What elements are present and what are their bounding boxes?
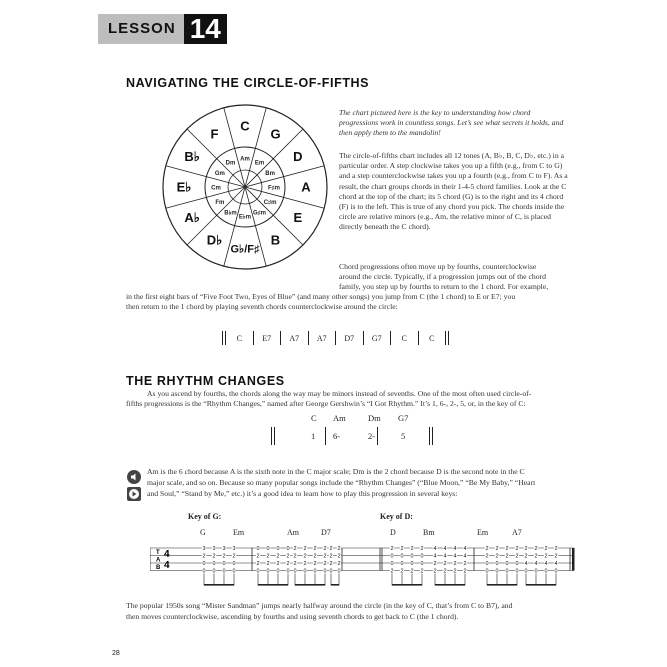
tab-fret-number: 3 (212, 546, 216, 553)
tab-fret-number: 2 (303, 553, 307, 560)
chord-cell: D7 (344, 333, 355, 343)
speaker-icon (127, 470, 141, 484)
tab-fret-number: 2 (303, 561, 307, 568)
tab-fret-number: 0 (266, 546, 270, 553)
rc-degree: 6- (333, 431, 341, 441)
tab-fret-number: 0 (286, 546, 290, 553)
tab-fret-number: 0 (400, 561, 404, 568)
tab-fret-number: 2 (433, 561, 437, 568)
chord-cell: E7 (262, 333, 272, 343)
tab-fret-number: 2 (256, 561, 260, 568)
tab-fret-number: 0 (515, 568, 519, 575)
tab-fret-number: 2 (329, 546, 333, 553)
inner-chord-label: Em (254, 160, 265, 167)
tab-fret-number: 4 (554, 561, 558, 568)
tab-fret-number: 4 (443, 546, 447, 553)
circle-of-fifths-chart (160, 102, 330, 272)
tab-fret-number: 2 (303, 546, 307, 553)
tab-fret-number: 0 (420, 553, 424, 560)
outer-chord-label: G♭/F♯ (230, 243, 260, 256)
outer-chord-label: F (210, 126, 219, 142)
tab-fret-number: 0 (222, 568, 226, 575)
tab-fret-number: 2 (276, 553, 280, 560)
tab-letter-t: T (156, 550, 160, 556)
tab-fret-number: 4 (443, 553, 447, 560)
tab-fret-number: 2 (495, 546, 499, 553)
tab-fret-number: 2 (266, 553, 270, 560)
tab-fret-number: 0 (485, 568, 489, 575)
outer-chord-label: B (270, 232, 281, 248)
sandman-paragraph-line-1: The popular 1950s song “Mister Sandman” jumps nearly halfway around the circle (in the key of C, that’s from C to B7), and (126, 601, 513, 610)
tab-fret-number: 2 (420, 568, 424, 575)
tab-fret-number: 2 (534, 546, 538, 553)
tab-fret-number: 0 (286, 568, 290, 575)
inner-chord-label: Fm (215, 200, 225, 206)
rc-degree: 2- (368, 431, 376, 441)
tab-fret-number: 0 (323, 568, 327, 575)
outer-chord-label: B♭ (184, 149, 200, 164)
tab-fret-number: 4 (463, 546, 467, 553)
outer-chord-label: E (293, 210, 303, 225)
tab-fret-number: 2 (554, 553, 558, 560)
tab-fret-number: 2 (232, 553, 236, 560)
tab-fret-number: 4 (534, 561, 538, 568)
barline (377, 427, 378, 445)
tab-fret-number: 2 (276, 561, 280, 568)
tab-fret-number: 2 (463, 568, 467, 575)
tab-fret-number: 2 (400, 546, 404, 553)
rhythm-explanation-line-2: major scale, and so on. Because so many popular songs include the “Rhythm Changes” (“Blue Moon,” “Be My Baby,” “Heart (147, 478, 536, 487)
tab-fret-number: 2 (256, 553, 260, 560)
tab-fret-number: 0 (410, 561, 414, 568)
tab-beam (435, 584, 465, 586)
tab-chord-name: Bm (423, 528, 435, 537)
lesson-label: LESSON (108, 20, 176, 37)
tab-fret-number: 2 (337, 561, 341, 568)
tab-fret-number: 2 (323, 561, 327, 568)
inner-chord-label: C♯m (263, 200, 277, 206)
tab-fret-number: 0 (505, 561, 509, 568)
tab-fret-number: 2 (313, 546, 317, 553)
inner-chord-label: F♯m (268, 185, 280, 192)
chord-cell: G7 (371, 333, 382, 343)
tab-fret-number: 4 (433, 546, 437, 553)
tab-chord-name: Em (233, 528, 245, 537)
intro-paragraph: The chart pictured here is the key to understanding how chord progressions work in countless songs. Let’s see what secrets it holds, and then apply them to the mandolin! (339, 108, 564, 138)
progression-paragraph-line-1: Chord progressions often move up by fourths, counterclockwise (339, 262, 537, 271)
tab-fret-number: 0 (266, 568, 270, 575)
tab-fret-number: 2 (293, 546, 297, 553)
tab-fret-number: 0 (329, 568, 333, 575)
tab-fret-number: 0 (202, 568, 206, 575)
tab-fret-number: 0 (232, 568, 236, 575)
tab-fret-number: 0 (293, 568, 297, 575)
tab-chord-name: A7 (512, 528, 522, 537)
tab-fret-number: 2 (323, 546, 327, 553)
tab-fret-number: 0 (544, 568, 548, 575)
tab-fret-number: 2 (524, 553, 528, 560)
tab-fret-number: 2 (266, 561, 270, 568)
tab-fret-number: 2 (544, 546, 548, 553)
tab-fret-number: 3 (232, 546, 236, 553)
tab-fret-number: 2 (293, 561, 297, 568)
tab-fret-number: 4 (524, 561, 528, 568)
tab-beam (295, 584, 325, 586)
chord-cell: C (429, 333, 435, 343)
tab-fret-number: 2 (390, 546, 394, 553)
tab-fret-number: 0 (495, 568, 499, 575)
tab-fret-number: 2 (515, 546, 519, 553)
rhythm-explanation-line-1: Am is the 6 chord because A is the sixth note in the C major scale; Dm is the 2 chord because D is the second note in the C (147, 467, 525, 476)
tab-fret-number: 2 (544, 553, 548, 560)
tab-fret-number: 0 (232, 561, 236, 568)
lesson-number: 14 (184, 14, 227, 44)
tab-fret-number: 2 (286, 561, 290, 568)
barline (325, 427, 326, 445)
tab-fret-number: 0 (303, 568, 307, 575)
circle-explanation-paragraph: The circle-of-fifths chart includes all 12 tones (A, B♭, B, C, D♭, etc.) in a particular order. A step clockwise takes you up a fifth (e.g., from C to G) and a step counterclockwise takes you up a fourth (e.g., from C to F). As a result, the chart groups chords in their 1-4-5 chord families. Look at the C chord at the top of the chart; its 5 chord (G) is to the right and its 4 chord (F) is to the left. This is true of any chord you pick. The chords inside the circle are relative minors (e.g., Am, the relative minor of C, is placed directly beneath the C chord). (339, 151, 568, 232)
progression-paragraph-line-2: around the circle. Typically, if a progression jumps out of the chord (339, 272, 546, 281)
time-sig-top: 4 (164, 549, 170, 560)
tab-fret-number: 2 (337, 546, 341, 553)
tab-fret-number: 2 (485, 553, 489, 560)
outer-chord-label: E♭ (176, 179, 192, 195)
rc-chord: Am (333, 413, 346, 423)
tab-fret-number: 0 (313, 568, 317, 575)
outer-chord-label: D♭ (206, 232, 223, 248)
tab-fret-number: 2 (293, 553, 297, 560)
rc-chord: G7 (398, 413, 409, 423)
tab-fret-number: 0 (202, 561, 206, 568)
lesson-header (98, 14, 227, 44)
tab-fret-number: 2 (433, 568, 437, 575)
tab-fret-number: 0 (420, 561, 424, 568)
rc-chord: C (311, 413, 317, 423)
tab-fret-number: 2 (390, 568, 394, 575)
progression-paragraph-line-3: family, you step up by fourths to return to the 1 chord. For example, (339, 282, 549, 291)
outer-chord-label: C (240, 118, 250, 134)
tab-fret-number: 2 (323, 553, 327, 560)
tab-fret-number: 2 (495, 553, 499, 560)
tab-chord-name: D7 (321, 528, 331, 537)
tab-fret-number: 2 (485, 546, 489, 553)
tab-fret-number: 0 (276, 546, 280, 553)
outer-chord-label: D (293, 149, 303, 164)
key-of-g-label: Key of G: (188, 512, 222, 521)
tab-fret-number: 2 (453, 561, 457, 568)
tab-fret-number: 4 (453, 546, 457, 553)
tab-fret-number: 0 (256, 546, 260, 553)
tab-fret-number: 3 (222, 546, 226, 553)
tab-fret-number: 2 (463, 561, 467, 568)
tab-fret-number: 0 (390, 553, 394, 560)
outer-chord-label: A♭ (184, 210, 200, 225)
key-of-d-label: Key of D: (380, 512, 413, 521)
tab-fret-number: 2 (212, 553, 216, 560)
tab-beam (204, 584, 234, 586)
inner-chord-label: G♯m (252, 210, 267, 217)
inner-chord-label: E♭m (238, 214, 252, 221)
tab-fret-number: 3 (202, 546, 206, 553)
barline-double (271, 427, 275, 445)
tab-fret-number: 0 (222, 561, 226, 568)
progression-paragraph-line-5: then return to the 1 chord by playing seventh chords counterclockwise around the circle: (126, 302, 398, 311)
tab-fret-number: 0 (212, 568, 216, 575)
tab-fret-number: 2 (337, 553, 341, 560)
sandman-paragraph-line-2: then moves counterclockwise, ascending by fourths and using seventh chords to get back to C (the 1 chord). (126, 612, 459, 621)
video-icon[interactable] (127, 487, 141, 501)
tab-fret-number: 2 (410, 568, 414, 575)
tab-fret-number: 2 (410, 546, 414, 553)
section-title-rhythm-changes: THE RHYTHM CHANGES (126, 374, 285, 388)
barline-double (445, 331, 449, 345)
tab-fret-number: 4 (433, 553, 437, 560)
tab-fret-number: 0 (390, 561, 394, 568)
tab-fret-number: 2 (505, 546, 509, 553)
inner-chord-label: B♭m (224, 210, 237, 217)
audio-icon[interactable] (127, 470, 141, 484)
tab-fret-number: 2 (329, 553, 333, 560)
tab-fret-number: 2 (453, 568, 457, 575)
tab-fret-number: 0 (495, 561, 499, 568)
tab-fret-number: 2 (400, 568, 404, 575)
tab-fret-number: 2 (515, 553, 519, 560)
tab-fret-number: 0 (276, 568, 280, 575)
tab-fret-number: 0 (256, 568, 260, 575)
time-sig-bottom: 4 (164, 560, 170, 571)
progression-paragraph-line-4: in the first eight bars of “Five Foot Two, Eyes of Blue” (and many other songs) you jump from C (the 1 chord) to E or E7; you (126, 292, 516, 301)
rc-degree: 5 (401, 431, 406, 441)
tab-fret-number: 2 (505, 553, 509, 560)
play-icon (127, 487, 141, 501)
tab-fret-number: 0 (400, 553, 404, 560)
rhythm-changes-chart (271, 413, 421, 445)
tab-fret-number: 2 (313, 553, 317, 560)
tab-fret-number: 4 (453, 553, 457, 560)
tab-fret-number: 2 (313, 561, 317, 568)
inner-chord-label: Gm (214, 171, 225, 177)
tab-fret-number: 4 (463, 553, 467, 560)
section-title-circle: NAVIGATING THE CIRCLE-OF-FIFTHS (126, 76, 370, 90)
tab-fret-number: 2 (554, 546, 558, 553)
tab-fret-number: 0 (505, 568, 509, 575)
tab-chord-name: Am (287, 528, 299, 537)
barline-double (429, 427, 433, 445)
tab-fret-number: 2 (286, 553, 290, 560)
tab-fret-number: 0 (524, 568, 528, 575)
inner-chord-label: Cm (211, 185, 221, 192)
tab-fret-number: 2 (222, 553, 226, 560)
rhythm-paragraph-line-1: As you ascend by fourths, the chords along the way may be minors instead of sevenths. One of the most often used circle-of- (147, 389, 532, 398)
tablature-staff (150, 542, 576, 590)
tab-fret-number: 2 (443, 568, 447, 575)
progression-chord-bar (222, 331, 449, 345)
tab-fret-number: 2 (420, 546, 424, 553)
tab-fret-number: 4 (544, 561, 548, 568)
tab-chord-name: Em (477, 528, 489, 537)
tab-letter-a: A (156, 557, 161, 564)
chord-cell: A7 (316, 333, 327, 343)
tab-fret-number: 0 (485, 561, 489, 568)
tab-chord-name: D (390, 528, 396, 537)
tab-fret-number: 0 (410, 553, 414, 560)
tab-beam (331, 584, 339, 586)
chord-cell: C (401, 333, 407, 343)
rc-degree: 1 (311, 431, 316, 441)
tab-fret-number: 2 (534, 553, 538, 560)
tab-beam (487, 584, 517, 586)
chord-cell: C (236, 333, 242, 343)
chord-cell: A7 (289, 333, 300, 343)
tab-chord-name: G (200, 528, 206, 537)
tab-fret-number: 0 (212, 561, 216, 568)
inner-chord-label: Dm (225, 160, 236, 167)
tab-fret-number: 2 (524, 546, 528, 553)
rhythm-explanation-line-3: and Soul,” “Stand by Me,” etc.) it’s a good idea to learn how to play this progression in several keys: (147, 489, 458, 498)
inner-chord-label: Bm (265, 171, 275, 177)
outer-chord-label: G (270, 126, 281, 142)
tab-fret-number: 0 (554, 568, 558, 575)
tab-fret-number: 2 (329, 561, 333, 568)
rc-chord: Dm (368, 413, 381, 423)
tab-fret-number: 2 (202, 553, 206, 560)
rhythm-paragraph-line-2: fifths progressions is the “Rhythm Changes,” named after George Gershwin’s “I Got Rhythm.” It’s 1, 6-, 2-, 5, or, in the key of C: (126, 399, 526, 408)
tab-fret-number: 0 (534, 568, 538, 575)
outer-chord-label: A (301, 179, 311, 195)
tab-beam (526, 584, 556, 586)
tab-end-barline-thick (572, 548, 575, 571)
inner-chord-label: Am (240, 156, 250, 163)
tab-fret-number: 2 (443, 561, 447, 568)
tab-letter-b: B (156, 565, 161, 571)
page-number: 28 (112, 650, 120, 657)
tab-beam (392, 584, 422, 586)
tab-beam (258, 584, 288, 586)
tab-fret-number: 0 (337, 568, 341, 575)
tab-fret-number: 0 (515, 561, 519, 568)
